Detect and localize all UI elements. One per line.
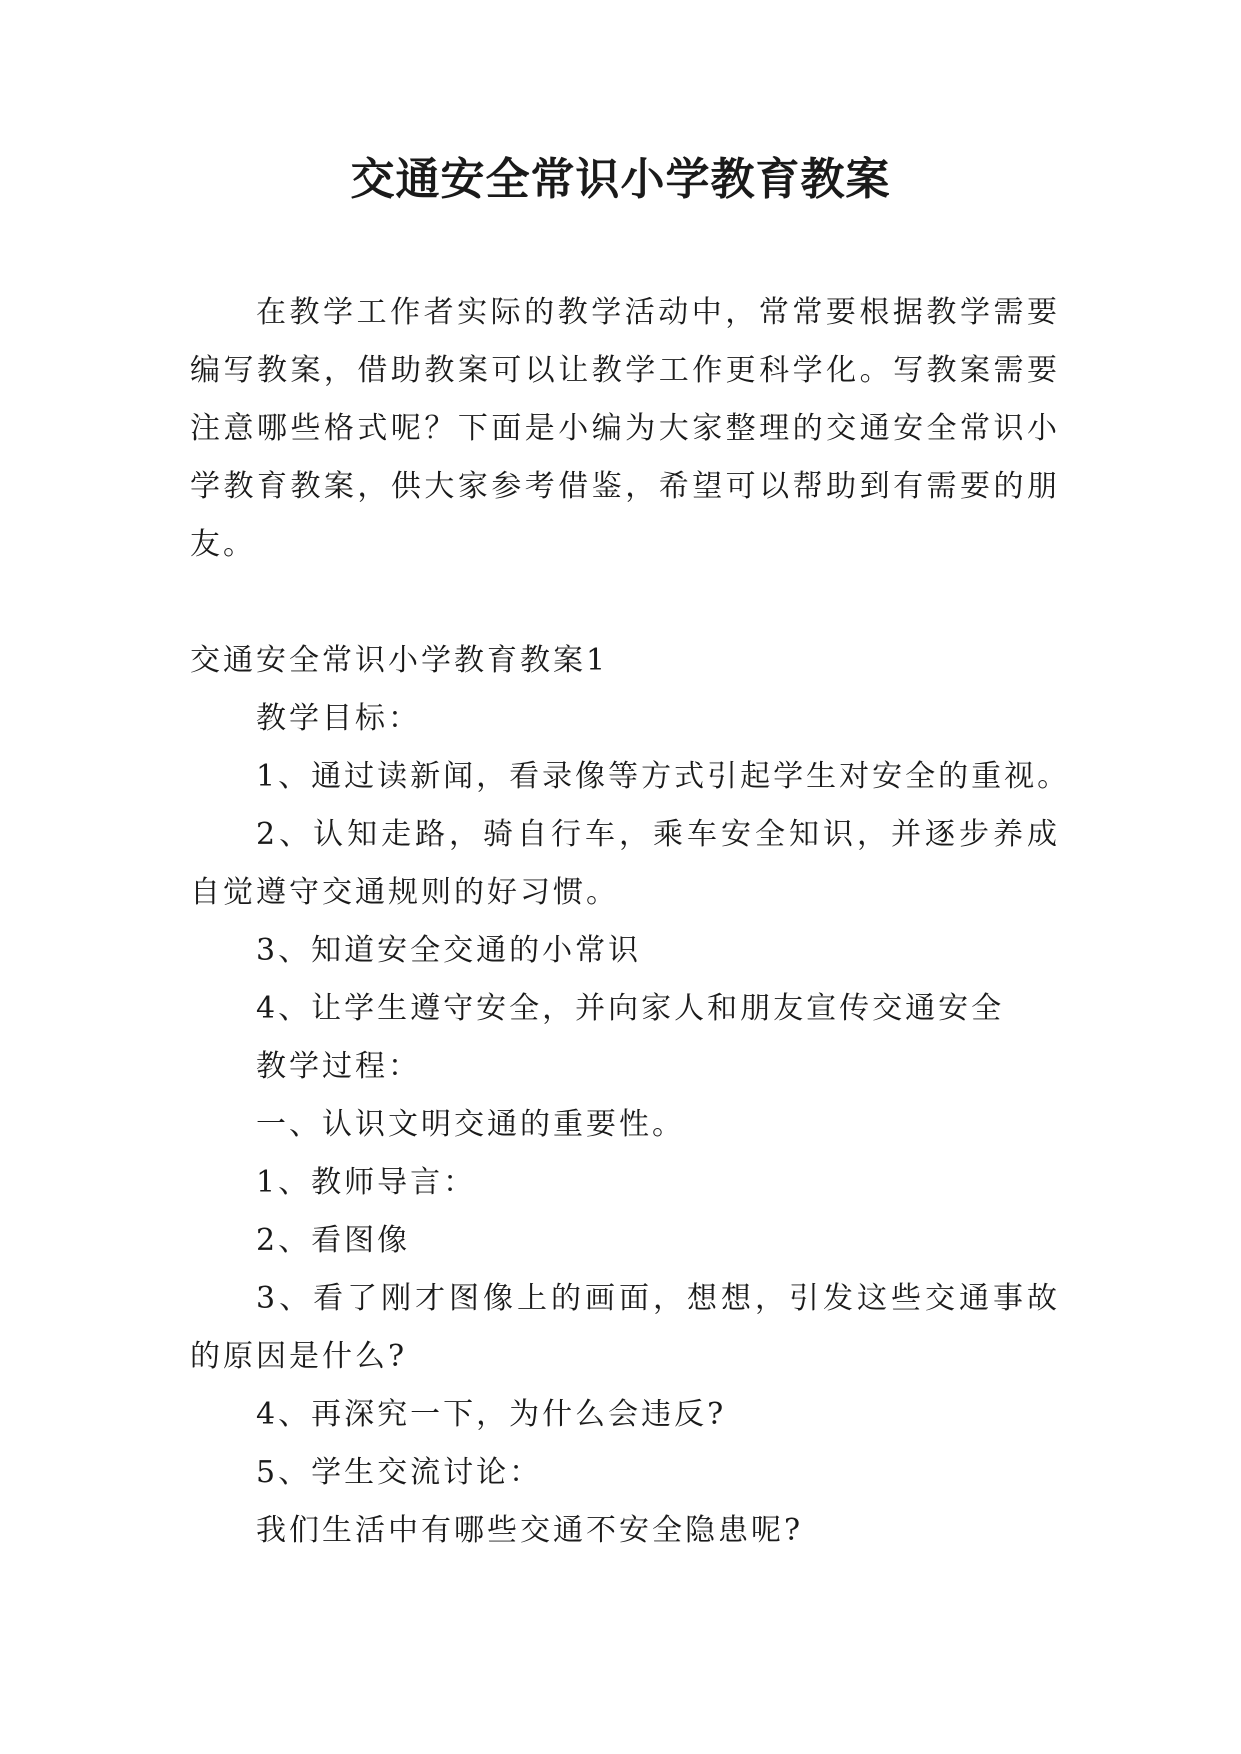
- paragraph-goal-1: 1、通过读新闻，看录像等方式引起学生对安全的重视。: [256, 759, 1071, 794]
- paragraph-step-4: 4、再深究一下，为什么会违反?: [256, 1397, 727, 1432]
- paragraph-question: 我们生活中有哪些交通不安全隐患呢?: [256, 1513, 804, 1548]
- paragraph-teaching-goals: 教学目标：: [256, 701, 421, 736]
- paragraph-goal-3: 3、知道安全交通的小常识: [256, 933, 642, 968]
- paragraph-teaching-process: 教学过程：: [256, 1049, 421, 1084]
- document-title: 交通安全常识小学教育教案: [350, 154, 891, 205]
- intro-paragraph: 在教学工作者实际的教学活动中，常常要根据教学需要编写教案，借助教案可以让教学工作更科学化。写教案需要注意哪些格式呢？下面是小编为大家整理的交通安全常识小学教育教案，供大家参考借鉴，希望可以帮助到有需要的朋友。: [190, 295, 1060, 562]
- paragraph-part-one: 一、认识文明交通的重要性。: [256, 1107, 685, 1142]
- section-heading: 交通安全常识小学教育教案1: [190, 643, 609, 678]
- document-body: [190, 284, 1071, 1560]
- paragraph-step-3: 3、看了刚才图像上的画面，想想，引发这些交通事故的原因是什么?: [190, 1281, 1060, 1374]
- paragraph-step-2: 2、看图像: [256, 1223, 411, 1258]
- paragraph-goal-2: 2、认知走路，骑自行车，乘车安全知识，并逐步养成自觉遵守交通规则的好习惯。: [190, 817, 1060, 910]
- paragraph-step-1: 1、教师导言：: [256, 1165, 477, 1200]
- paragraph-step-5: 5、学生交流讨论：: [256, 1455, 543, 1490]
- paragraph-goal-4: 4、让学生遵守安全，并向家人和朋友宣传交通安全: [256, 991, 1005, 1026]
